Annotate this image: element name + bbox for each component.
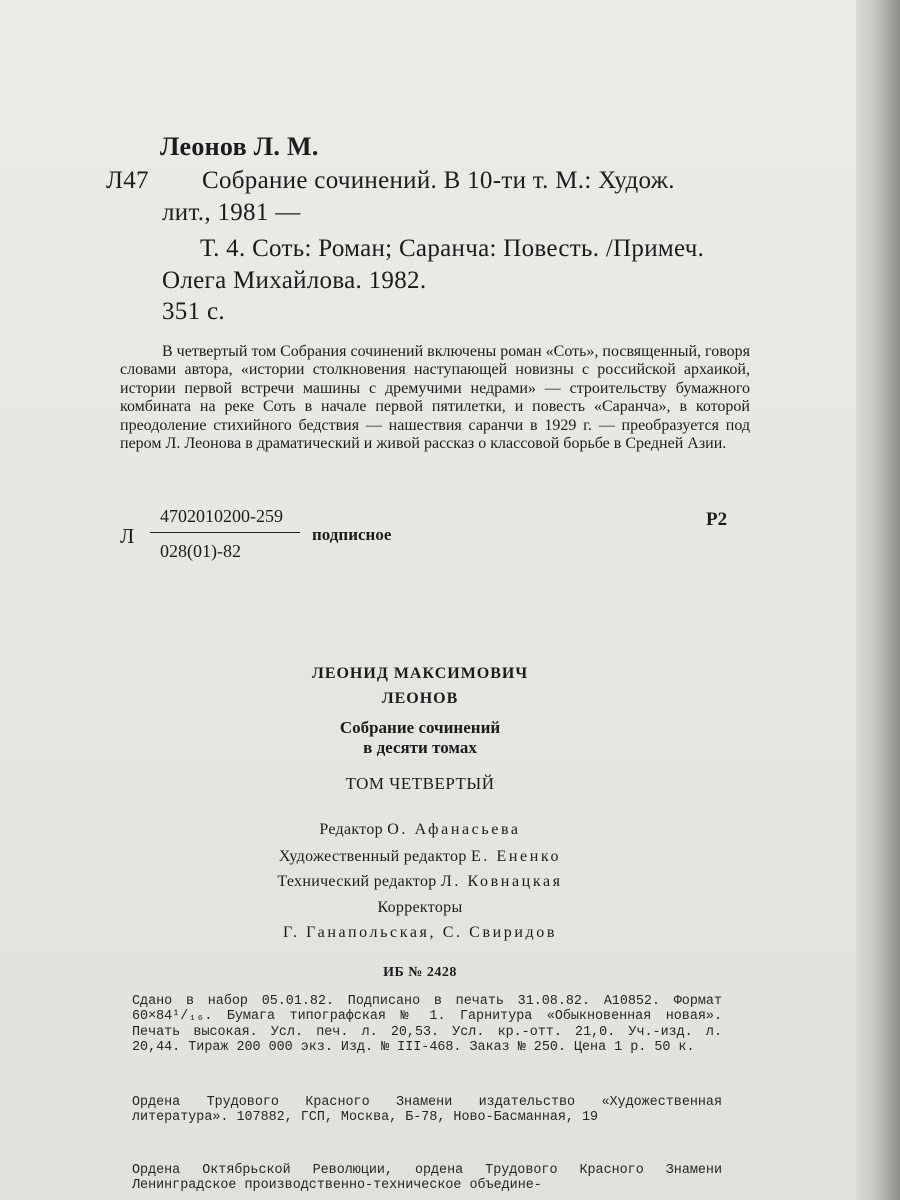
catalog-notes-line: Олега Михайлова. 1982.	[162, 267, 427, 294]
page-fold-shadow	[856, 0, 900, 1200]
staff-line-tech-editor	[0, 873, 840, 891]
staff-line-art-editor	[0, 848, 840, 866]
staff-role: Редактор	[319, 821, 383, 838]
staff-name: Е. Ененко	[470, 848, 562, 865]
publisher-text: Ордена Трудового Красного Знамени издательство «Художественная литература». 107882, ГСП, Москва, Б-78, Ново-Басманная, 19	[132, 1095, 722, 1126]
bbk-subscription: подписное	[312, 525, 392, 544]
staff-role: Технический редактор	[277, 873, 437, 890]
staff-name: Г. Ганапольская, С. Свиридов	[282, 924, 558, 941]
printer-block	[132, 1163, 722, 1194]
author-first-names: ЛЕОНИД МАКСИМОВИЧ	[311, 665, 529, 682]
author-surname: ЛЕОНОВ	[381, 690, 459, 707]
catalog-code: Л47	[106, 167, 149, 194]
staff-role: Художественный редактор	[278, 848, 467, 865]
catalog-volume-line: Т. 4. Соть: Роман; Саранча: Повесть. /Примеч.	[200, 235, 705, 262]
print-data-text: Сдано в набор 05.01.82. Подписано в печать 31.08.82. А10852. Формат 60×84¹/₁₆. Бумага типографская № 1. Гарнитура «Обыкновенная новая». Печать высокая. Усл. печ. л. 20,53. Усл. кр.-отт. 21,0. Уч.-изд. л. 20,44. Тираж 200 000 экз. Изд. № III-468. Заказ № 250. Цена 1 р. 50 к.	[132, 994, 722, 1055]
work-title-line1: Собрание сочинений	[339, 718, 501, 737]
bbk-class-code: Р2	[706, 509, 728, 530]
printer-text: Ордена Октябрьской Революции, ордена Трудового Красного Знамени Ленинградское производственно-техническое объедине-	[132, 1163, 722, 1194]
volume-label: ТОМ ЧЕТВЕРТЫЙ	[345, 774, 495, 793]
work-title-line2: в десяти томах	[363, 738, 477, 757]
ib-number: ИБ № 2428	[383, 965, 457, 980]
staff-role: Корректоры	[377, 899, 463, 916]
staff-name: Л. Ковнацкая	[440, 873, 563, 890]
catalog-author: Леонов Л. М.	[160, 132, 319, 161]
staff-line-proofreaders-label	[0, 899, 840, 917]
annotation-block	[120, 343, 750, 453]
catalog-pages-line: 351 с.	[162, 298, 225, 325]
publisher-block	[132, 1095, 722, 1126]
bbk-letter: Л	[120, 524, 135, 548]
staff-name: О. Афанасьева	[387, 821, 521, 838]
catalog-title-line: Собрание сочинений. В 10-ти т. М.: Худож.	[202, 167, 675, 194]
bbk-numerator: 4702010200-259	[160, 506, 283, 526]
print-data-block	[132, 994, 722, 1055]
bbk-fraction-line	[150, 532, 300, 533]
staff-line-proofreaders	[0, 924, 840, 942]
bbk-denominator: 028(01)-82	[160, 541, 241, 561]
annotation-text: В четвертый том Собрания сочинений включены роман «Соть», посвященный, говоря словами автора, «истории столкновения наступающей новизны с российской архаикой, истории первой встречи машины с дремучими недрами» — строительству бумажного комбината на реке Соть в начале первой пятилетки, и повесть «Саранча», в которой преодоление стихийного бедствия — нашествия саранчи в 1929 г. — преобразуется под пером Л. Леонова в драматический и живой рассказ о классовой борьбе в Средней Азии.	[120, 343, 750, 453]
catalog-publisher-line: лит., 1981 —	[162, 199, 301, 226]
staff-line-editor	[0, 821, 840, 839]
